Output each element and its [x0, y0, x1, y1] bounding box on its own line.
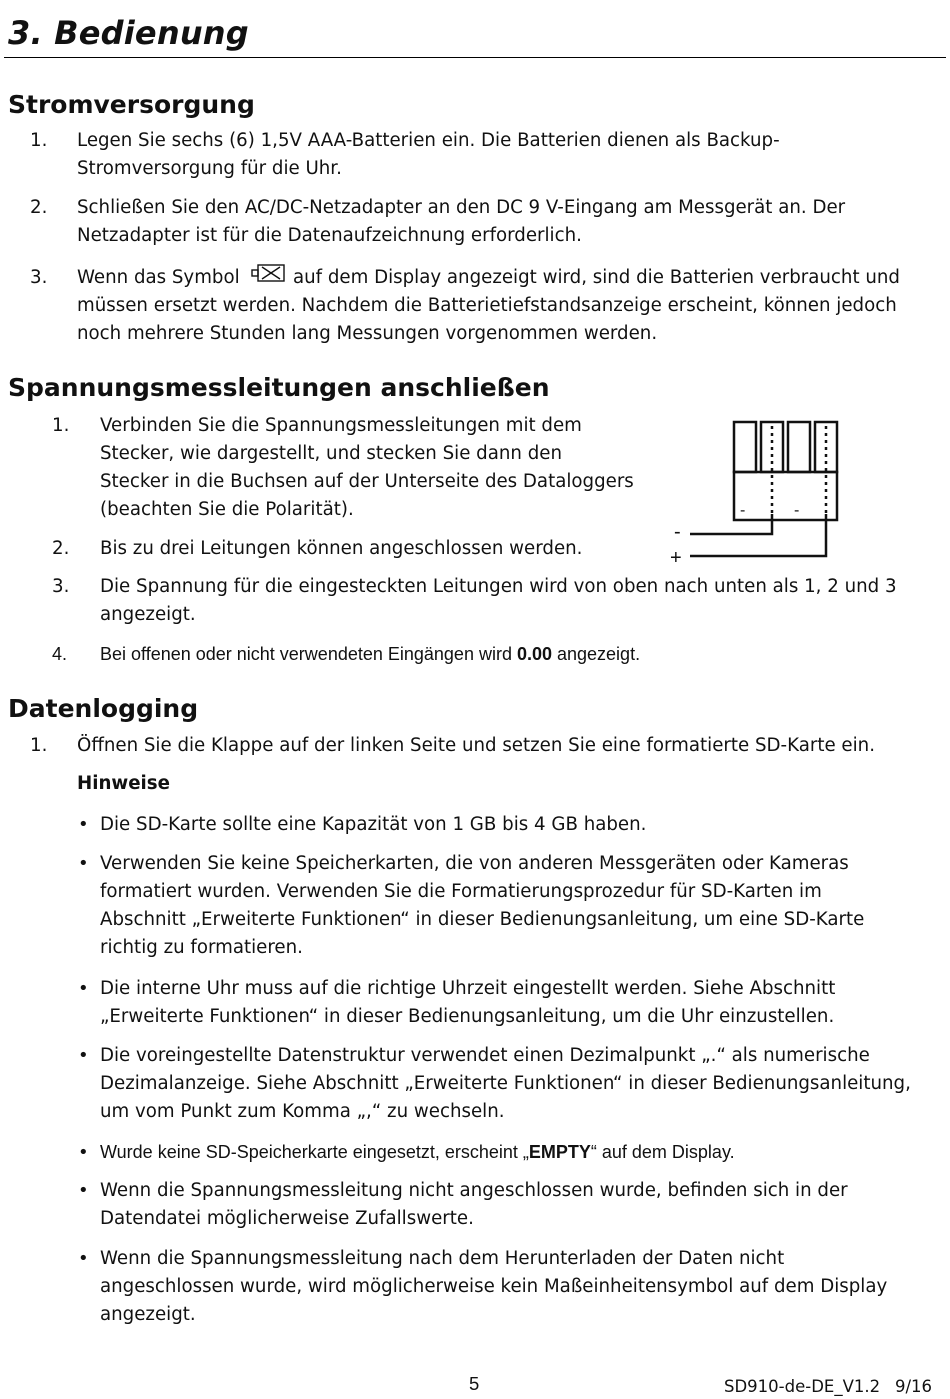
bullet-line: angezeigt.: [100, 1304, 196, 1325]
bullet-glyph: •: [78, 814, 89, 835]
bullet-line: Die SD-Karte sollte eine Kapazität von 1 GB bis 4 GB haben.: [100, 814, 647, 835]
bullet-line: Die voreingestellte Datenstruktur verwendet einen Dezimalpunkt „.“ als numerische: [100, 1045, 870, 1066]
bullet-line: Dezimalanzeige. Siehe Abschnitt „Erweiterte Funktionen“ in dieser Bedienungsanleitung,: [100, 1073, 911, 1094]
bullet-line: Abschnitt „Erweiterte Funktionen“ in dieser Bedienungsanleitung, um eine SD-Karte: [100, 909, 865, 930]
heading-power: Stromversorgung: [8, 90, 255, 119]
item-line: Verbinden Sie die Spannungsmessleitungen mit dem: [100, 415, 582, 436]
wire-minus-label: -: [674, 521, 681, 543]
pin-minus-label: -: [740, 502, 746, 519]
item-number: 2.: [30, 197, 48, 218]
item-line: angezeigt.: [100, 604, 196, 625]
item-line: Öffnen Sie die Klappe auf der linken Seite und setzen Sie eine formatierte SD-Karte ein.: [77, 735, 875, 756]
item-line: Wenn das Symbol: [77, 267, 240, 288]
item-line: Die Spannung für die eingesteckten Leitungen wird von oben nach unten als 1, 2 und 3: [100, 576, 897, 597]
item-line: Stecker, wie dargestellt, und stecken Sie dann den: [100, 443, 562, 464]
bullet-glyph: •: [78, 853, 89, 874]
item-line: Bis zu drei Leitungen können angeschlossen werden.: [100, 538, 583, 559]
page-number: 5: [469, 1373, 480, 1394]
item-line: Stromversorgung für die Uhr.: [77, 158, 342, 179]
connector-drawing: [660, 414, 850, 569]
bullet-line: [100, 1142, 735, 1163]
bullet-line: richtig zu formatieren.: [100, 937, 303, 958]
chapter-title: 3. Bedienung: [8, 14, 249, 52]
item-number: 3.: [30, 267, 48, 288]
item-line: noch mehrere Stunden lang Messungen vorgenommen werden.: [77, 323, 658, 344]
doc-id: SD910-de-DE_V1.2: [724, 1377, 881, 1396]
bullet-line: Datendatei möglicherweise Zufallswerte.: [100, 1208, 474, 1229]
bullet-glyph: •: [78, 1142, 89, 1163]
item-line: auf dem Display angezeigt wird, sind die Batterien verbraucht und: [293, 267, 900, 288]
item-line: Legen Sie sechs (6) 1,5V AAA-Batterien ein. Die Batterien dienen als Backup-: [77, 130, 780, 151]
heading-logging: Datenlogging: [8, 694, 199, 723]
connector-diagram: [660, 414, 850, 573]
bullet-glyph: •: [78, 1045, 89, 1066]
pin-minus-label: -: [794, 502, 800, 519]
item-text: [100, 644, 640, 665]
item-number: 4.: [52, 644, 68, 664]
item-line: Stecker in die Buchsen auf der Unterseite des Dataloggers: [100, 471, 634, 492]
bullet-text-after: “ auf dem Display.: [590, 1142, 735, 1162]
low-battery-icon: [249, 262, 289, 286]
bullet-text-before: Wurde keine SD-Speicherkarte eingesetzt, erscheint „: [100, 1142, 529, 1162]
bullet-glyph: •: [78, 1180, 89, 1201]
item-text-bold: 0.00: [516, 644, 552, 664]
item-line: Netzadapter ist für die Datenaufzeichnung erforderlich.: [77, 225, 582, 246]
bullet-line: formatiert wurden. Verwenden Sie die Formatierungsprozedur für SD-Karten im: [100, 881, 822, 902]
bullet-glyph: •: [78, 978, 89, 999]
bullet-line: Die interne Uhr muss auf die richtige Uhrzeit eingestellt werden. Siehe Abschnitt: [100, 978, 836, 999]
bullet-line: Wenn die Spannungsmessleitung nach dem Herunterladen der Daten nicht: [100, 1248, 785, 1269]
leads-item-4: [52, 644, 641, 665]
bullet-glyph: •: [78, 1248, 89, 1269]
item-text-before: Bei offenen oder nicht verwendeten Eingängen wird: [100, 644, 517, 664]
wire-plus-label: +: [670, 547, 682, 569]
bullet-line: angeschlossen wurde, wird möglicherweise kein Maßeinheitensymbol auf dem Display: [100, 1276, 888, 1297]
bullet-line: Verwenden Sie keine Speicherkarten, die von anderen Messgeräten oder Kameras: [100, 853, 849, 874]
item-number: 3.: [52, 576, 70, 597]
item-number: 1.: [52, 415, 70, 436]
item-line: Schließen Sie den AC/DC-Netzadapter an den DC 9 V-Eingang am Messgerät an. Der: [77, 197, 846, 218]
bullet-line: Wenn die Spannungsmessleitung nicht angeschlossen wurde, befinden sich in der: [100, 1180, 848, 1201]
notes-heading: Hinweise: [77, 773, 170, 794]
heading-leads: Spannungsmessleitungen anschließen: [8, 373, 550, 402]
item-text-after: angezeigt.: [552, 644, 641, 664]
item-line: müssen ersetzt werden. Nachdem die Batterietiefstandsanzeige erscheint, können jedoch: [77, 295, 897, 316]
bullet-line: um vom Punkt zum Komma „,“ zu wechseln.: [100, 1101, 505, 1122]
page-of: 9/16: [895, 1377, 933, 1396]
item-number: 1.: [30, 130, 48, 151]
item-number: 2.: [52, 538, 70, 559]
item-line: (beachten Sie die Polarität).: [100, 499, 354, 520]
title-rule: [4, 57, 946, 58]
bullet-text-bold: EMPTY: [528, 1142, 591, 1162]
bullet-line: „Erweiterte Funktionen“ in dieser Bedienungsanleitung, um die Uhr einzustellen.: [100, 1006, 835, 1027]
item-number: 1.: [30, 735, 48, 756]
